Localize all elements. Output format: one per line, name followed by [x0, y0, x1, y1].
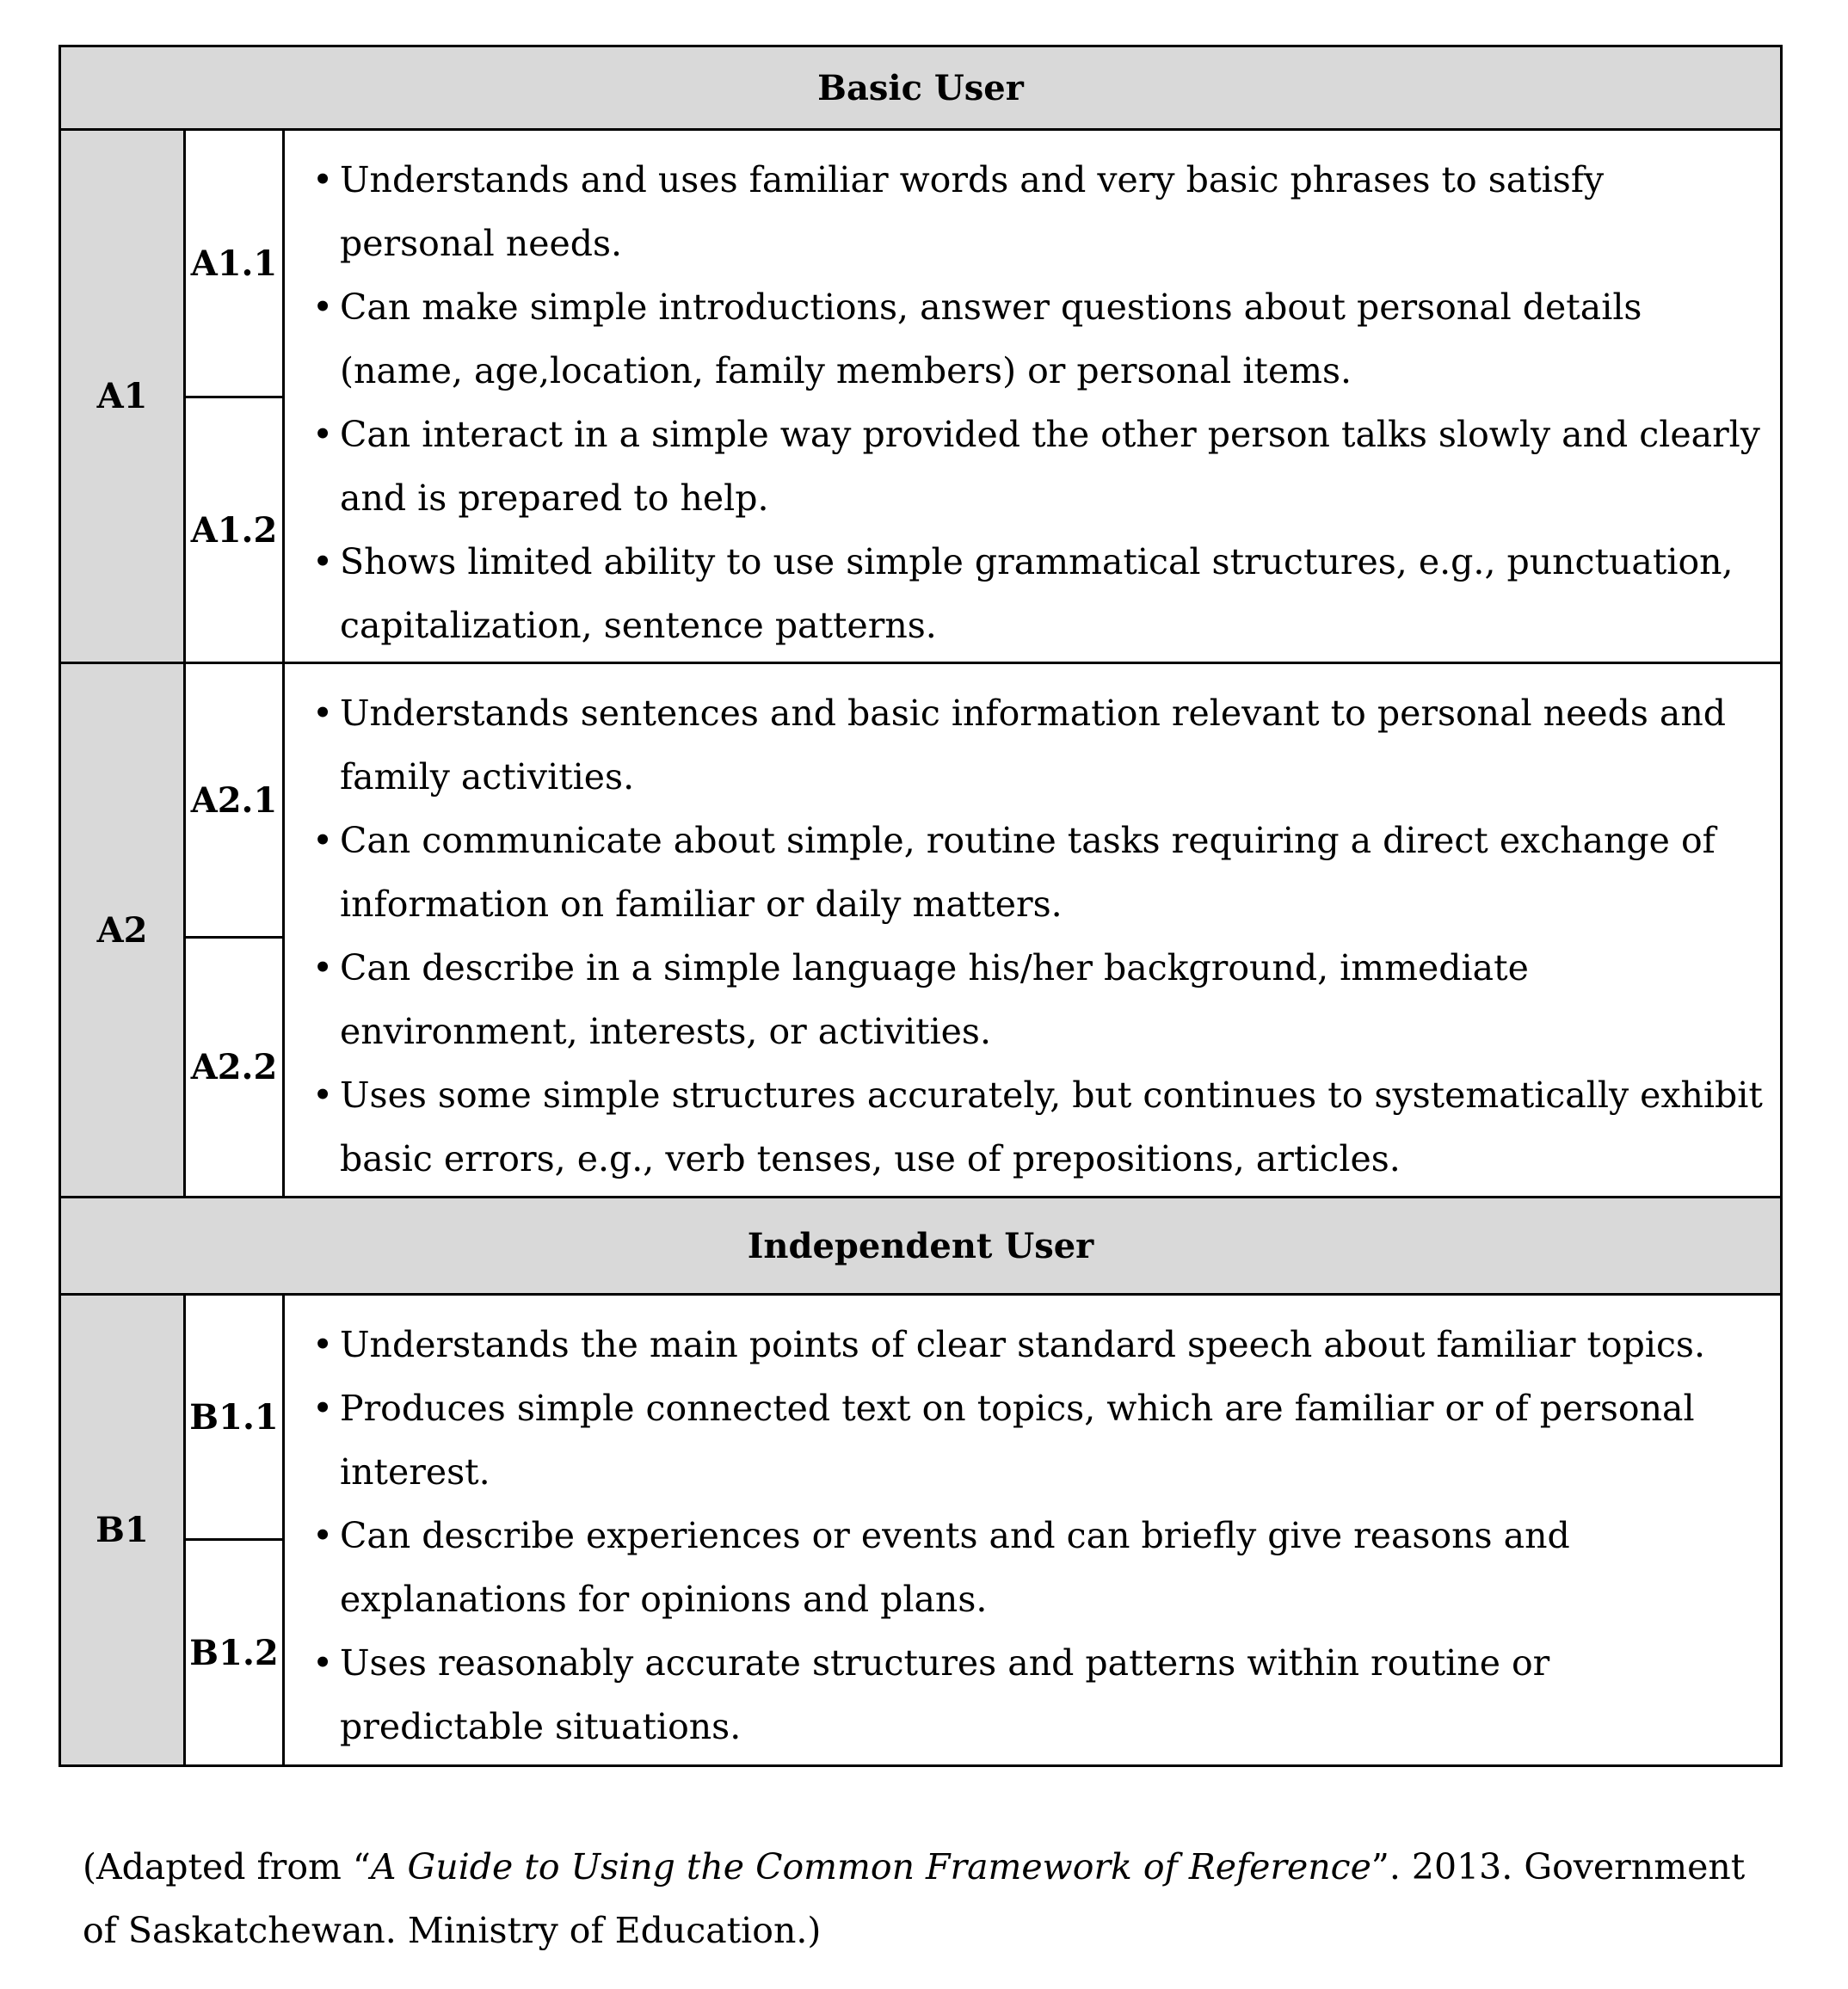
descriptor-list — [312, 681, 1763, 1191]
sublevel-label: A1.2 — [190, 509, 278, 551]
level-cell-a2 — [59, 662, 186, 1198]
source-citation — [83, 1835, 1769, 1962]
sublevel-label: A2.1 — [190, 779, 278, 821]
level-label: B1 — [95, 1510, 149, 1550]
sublevel-cell-a1-2 — [183, 396, 285, 664]
descriptor-item: • Understands and uses familiar words and very basic phrases to satisfy personal needs. — [312, 148, 1763, 275]
descriptor-item: • Can describe in a simple language his/her background, immediate environment, interests, or activities. — [312, 936, 1763, 1063]
citation-title: A Guide to Using the Common Framework of Reference — [370, 1846, 1371, 1887]
section-header-independent-user — [59, 1196, 1783, 1296]
section-header-basic-user — [59, 45, 1783, 131]
descriptor-item: • Understands sentences and basic information relevant to personal needs and family activities. — [312, 681, 1763, 809]
descriptor-cell-a1 — [282, 128, 1783, 664]
descriptor-item: • Can make simple introductions, answer questions about personal details (name, age,location, family members) or personal items. — [312, 275, 1763, 403]
descriptor-item: • Can interact in a simple way provided the other person talks slowly and clearly and is prepared to help. — [312, 403, 1763, 530]
sublevel-cell-a2-2 — [183, 936, 285, 1198]
descriptor-list — [312, 148, 1763, 657]
sublevel-cell-b1-2 — [183, 1538, 285, 1767]
section-header-label: Basic User — [817, 67, 1024, 108]
descriptor-item: • Produces simple connected text on topics, which are familiar or of personal interest. — [312, 1376, 1763, 1504]
citation-suffix: ”. 2013. Government of Saskatchewan. Ministry of Education.) — [83, 1846, 1746, 1951]
descriptor-cell-a2 — [282, 662, 1783, 1198]
sublevel-cell-a2-1 — [183, 662, 285, 939]
level-label: A2 — [96, 909, 148, 951]
descriptor-item: • Can describe experiences or events and can briefly give reasons and explanations for opinions and plans. — [312, 1504, 1763, 1631]
sublevel-cell-a1-1 — [183, 128, 285, 398]
section-header-label: Independent User — [747, 1225, 1094, 1266]
descriptor-item: • Can communicate about simple, routine tasks requiring a direct exchange of information on familiar or daily matters. — [312, 809, 1763, 936]
sublevel-label: A1.1 — [190, 243, 278, 284]
descriptor-cell-b1 — [282, 1293, 1783, 1767]
level-label: A1 — [96, 376, 148, 416]
citation-prefix: (Adapted from “ — [83, 1846, 371, 1887]
sublevel-cell-b1-1 — [183, 1293, 285, 1541]
level-cell-b1 — [59, 1293, 186, 1767]
descriptor-list — [312, 1313, 1763, 1758]
descriptor-item: • Shows limited ability to use simple grammatical structures, e.g., punctuation, capitalization, sentence patterns. — [312, 530, 1763, 657]
level-cell-a1 — [59, 128, 186, 664]
sublevel-label: A2.2 — [190, 1047, 278, 1087]
descriptor-item: • Uses reasonably accurate structures and patterns within routine or predictable situations. — [312, 1631, 1763, 1758]
descriptor-item: • Understands the main points of clear standard speech about familiar topics. — [312, 1313, 1763, 1376]
sublevel-label: B1.1 — [189, 1396, 279, 1438]
descriptor-item: • Uses some simple structures accurately, but continues to systematically exhibit basic errors, e.g., verb tenses, use of prepositions, articles. — [312, 1063, 1763, 1191]
sublevel-label: B1.2 — [189, 1632, 279, 1673]
